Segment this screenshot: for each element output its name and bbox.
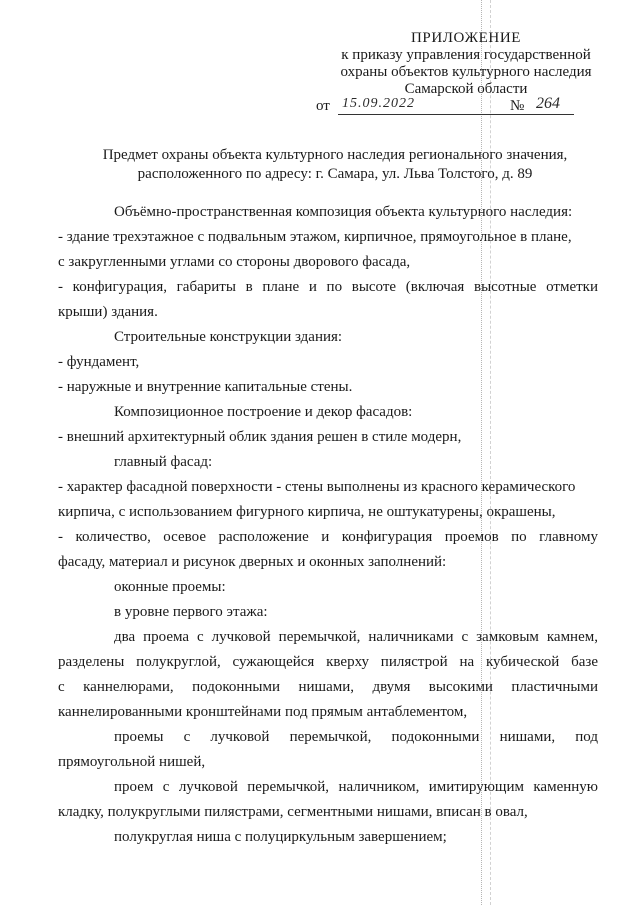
subject-line: Предмет охраны объекта культурного наследия регионального значения,: [102, 147, 568, 163]
body-line: фасаду, материал и рисунок дверных и оконных заполнений:: [58, 554, 447, 570]
body-line: с каннелюрами, подоконными нишами, двумя высокими пластичными: [58, 679, 598, 695]
body-paragraph: полукруглая ниша с полуциркульным завершением;: [114, 829, 447, 845]
body-line: - конфигурация, габариты в плане и по высоте (включая высотные отметки: [58, 279, 598, 295]
body-line: - здание трехэтажное с подвальным этажом, кирпичное, прямоугольное в плане,: [58, 229, 572, 245]
date-prefix: от: [316, 98, 330, 114]
order-date-number: [316, 95, 576, 122]
body-paragraph: главный фасад:: [114, 454, 213, 470]
body-line: - наружные и внутренние капитальные стены.: [58, 379, 353, 395]
subject-line: расположенного по адресу: г. Самара, ул. Льва Толстого, д. 89: [137, 166, 533, 182]
handwritten-date: 15.09.2022: [342, 96, 415, 111]
body-line: кладку, полукруглыми пилястрами, сегментными нишами, вписан в овал,: [58, 804, 528, 820]
body-line: - характер фасадной поверхности - стены выполнены из красного керамического: [58, 479, 576, 495]
appendix-header: [316, 30, 616, 98]
body-paragraph: Строительные конструкции здания:: [114, 329, 343, 345]
body-line: кирпича, с использованием фигурного кирпича, не оштукатурены, окрашены,: [58, 504, 556, 520]
body-line: - внешний архитектурный облик здания решен в стиле модерн,: [58, 429, 462, 445]
body-paragraph: оконные проемы:: [114, 579, 226, 595]
body-paragraph: в уровне первого этажа:: [114, 604, 268, 620]
appendix-title: ПРИЛОЖЕНИЕ: [410, 30, 522, 46]
body-line: прямоугольной нишей,: [58, 754, 206, 770]
appendix-line: Самарской области: [404, 81, 528, 97]
body-line: - фундамент,: [58, 354, 140, 370]
body-paragraph: два проема с лучковой перемычкой, наличниками с замковым камнем,: [114, 629, 598, 645]
document-body: [58, 200, 598, 850]
body-line: с закругленными углами со стороны дворового фасада,: [58, 254, 411, 270]
body-line: разделены полукруглой, сужающейся кверху пилястрой на кубической базе: [58, 654, 598, 670]
body-line: каннелированными кронштейнами под прямым антаблементом,: [58, 704, 468, 720]
body-paragraph: проемы с лучковой перемычкой, подоконными нишами, под: [114, 729, 598, 745]
body-paragraph: Композиционное построение и декор фасадов:: [114, 404, 413, 420]
appendix-line: к приказу управления государственной: [341, 47, 591, 63]
number-prefix: №: [510, 98, 525, 114]
body-paragraph: проем с лучковой перемычкой, наличником, имитирующим каменную: [114, 779, 598, 795]
document-subject: [70, 146, 600, 184]
appendix-line: охраны объектов культурного наследия: [340, 64, 592, 80]
body-line: крыши) здания.: [58, 304, 158, 320]
body-line: - количество, осевое расположение и конфигурация проемов по главному: [58, 529, 598, 545]
signature-underline: [338, 114, 574, 115]
handwritten-number: 264: [536, 95, 560, 112]
body-paragraph: Объёмно-пространственная композиция объекта культурного наследия:: [114, 204, 573, 220]
